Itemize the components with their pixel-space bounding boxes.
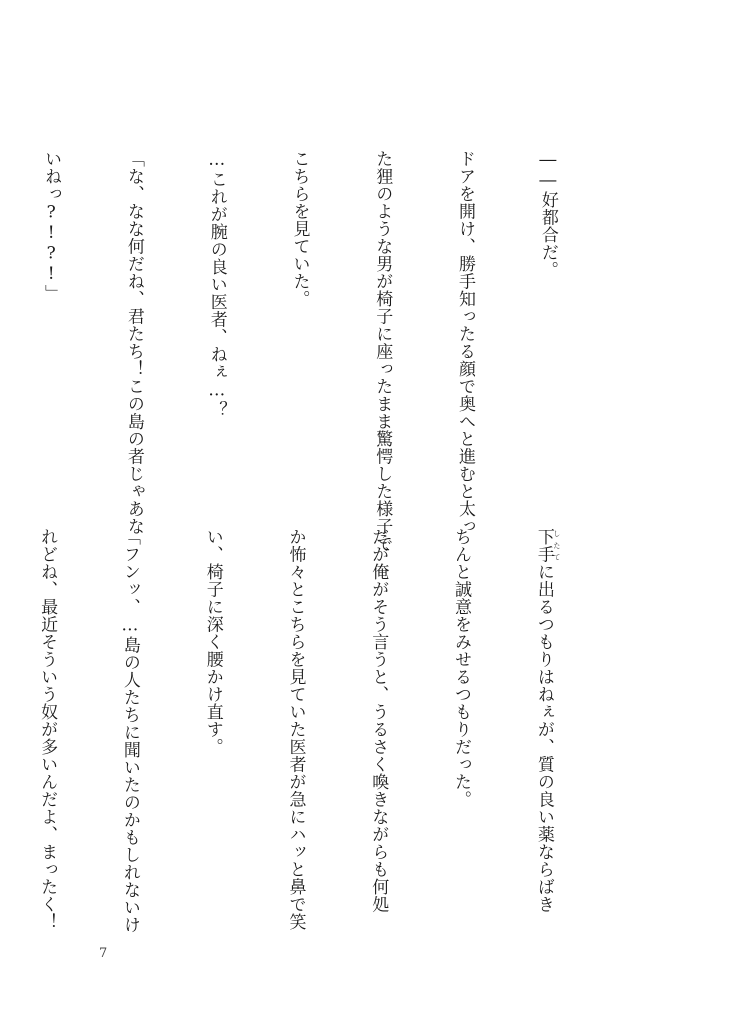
text-line: こちらを見ていた。 [289, 150, 310, 308]
text-line: か怖々とこちらを見ていた医者が急にハッと鼻で笑 [285, 528, 306, 931]
text-line-with-ruby [529, 528, 561, 928]
text-line: 「な、なな何だね、君たち！この島の者じゃあな [123, 150, 144, 535]
text-line: い、椅子に深く腰かけ直す。 [202, 528, 223, 756]
ruby-reading: したて [552, 528, 561, 563]
ruby-base: 下手 [533, 528, 554, 563]
ruby-annotation [533, 528, 561, 563]
lower-text-block [37, 528, 616, 934]
page-number: 7 [99, 946, 108, 961]
text-line: ――好都合だ。 [537, 150, 558, 279]
text-line: ちんと誠意をみせるつもりだった。 [451, 528, 472, 808]
text-line: れどね、最近そういう奴が多いんだよ、まったく！ [37, 528, 58, 931]
text-line: いねっ?!?!」 [41, 150, 62, 302]
text-line: 「フンッ、…島の人たちに聞いたのかもしれないけ [119, 528, 140, 934]
text-line: た狸のような男が椅子に座ったまま驚愕した様子で [372, 150, 393, 553]
text-line: …これが腕の良い医者、ねぇ…？ [206, 150, 227, 419]
text-line-rest: に出るつもりはねぇが、質の良い薬ならばき [533, 563, 554, 913]
text-line: ドアを開け、勝手知ったる顔で奥へと進むと太っ [455, 150, 476, 535]
text-line: だが俺がそう言うと、うるさく喚きながらも何処 [368, 528, 389, 913]
